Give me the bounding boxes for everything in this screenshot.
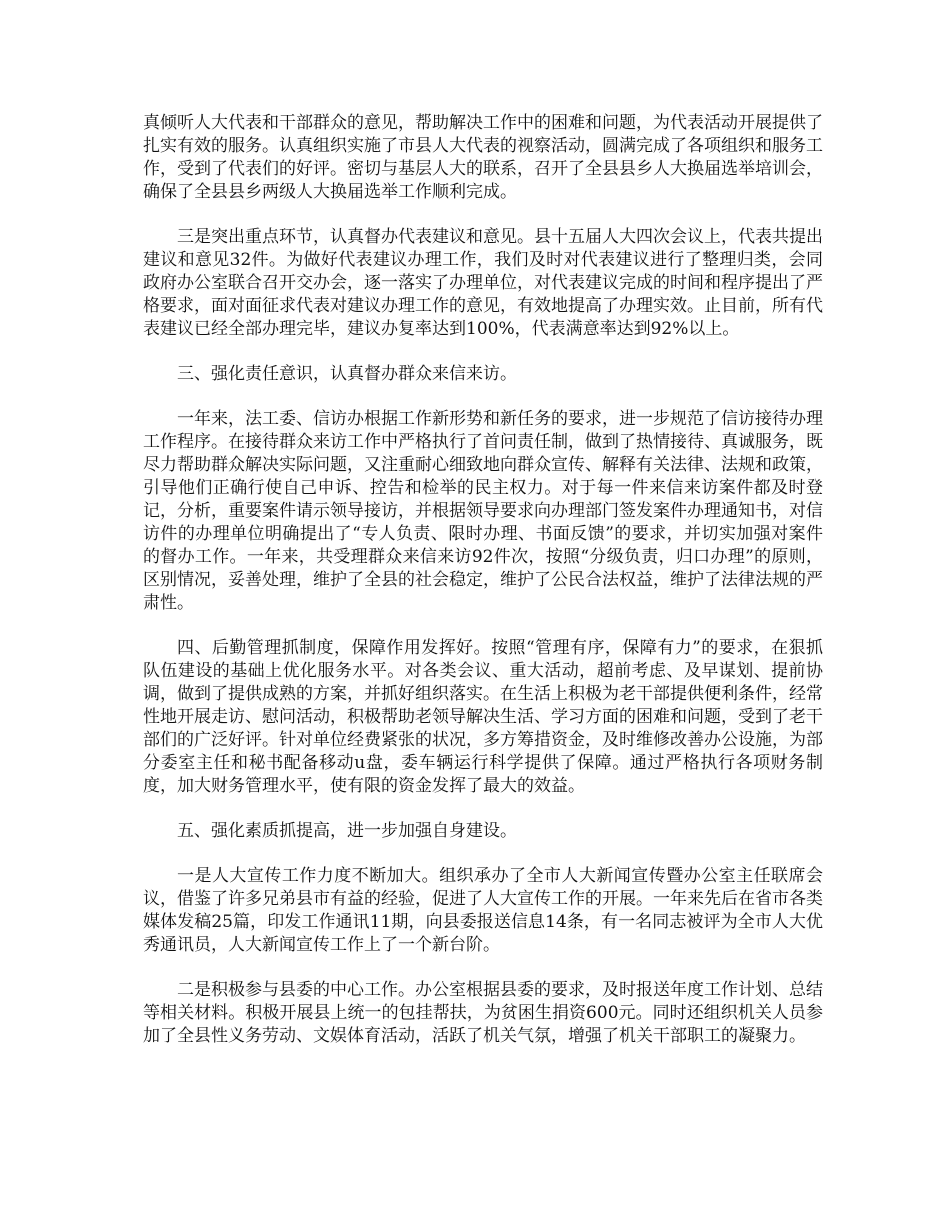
paragraph-publicity: 一是人大宣传工作力度不断加大。组织承办了全市人大新闻宣传暨办公室主任联席会议，借鉴了许多兄弟县市有益的经验，促进了人大宣传工作的开展。一年来先后在省市各类媒体发稿25篇，印发工作通讯11期，向县委报送信息14条，有一名同志被评为全市人大优秀通讯员，人大新闻宣传工作上了一个新台阶。 xyxy=(143,866,823,955)
section-heading-five: 五、强化素质抓提高，进一步加强自身建设。 xyxy=(177,821,517,841)
paragraph-central-work: 二是积极参与县委的中心工作。办公室根据县委的要求，及时报送年度工作计划、总结等相关材料。积极开展县上统一的包挂帮扶，为贫困生捐资600元。同时还组织机关人员参加了全县性义务劳动、文娱体育活动，活跃了机关气氛，增强了机关干部职工的凝聚力。 xyxy=(143,980,823,1046)
paragraph-key-points: 三是突出重点环节，认真督办代表建议和意见。县十五届人大四次会议上，代表共提出建议和意见32件。为做好代表建议办理工作，我们及时对代表建议进行了整理归类，会同政府办公室联合召开交办会，逐一落实了办理单位，对代表建议完成的时间和程序提出了严格要求，面对面征求代表对建议办理工作的意见，有效地提高了办理实效。止目前，所有代表建议已经全部办理完毕，建议办复率达到100%，代表满意率达到92%以上。 xyxy=(143,227,823,339)
document-body xyxy=(143,112,823,1070)
paragraph-logistics: 四、后勤管理抓制度，保障作用发挥好。按照“管理有序，保障有力”的要求，在狠抓队伍建设的基础上优化服务水平。对各类会议、重大活动，超前考虑、及早谋划、提前协调，做到了提供成熟的方案，并抓好组织落实。在生活上积极为老干部提供便利条件，经常性地开展走访、慰问活动，积极帮助老领导解决生活、学习方面的困难和问题，受到了老干部们的广泛好评。针对单位经费紧张的状况，多方筹措资金，及时维修改善办公设施，为部分委室主任和秘书配备移动u盘，委车辆运行科学提供了保障。通过严格执行各项财务制度，加大财务管理水平，使有限的资金发挥了最大的效益。 xyxy=(143,638,823,796)
section-heading-three: 三、强化责任意识，认真督办群众来信来访。 xyxy=(177,364,517,384)
paragraph-petitions: 一年来，法工委、信访办根据工作新形势和新任务的要求，进一步规范了信访接待办理工作程序。在接待群众来访工作中严格执行了首问责任制，做到了热情接待、真诚服务，既尽力帮助群众解决实际问题，又注重耐心细致地向群众宣传、解释有关法律、法规和政策，引导他们正确行使自己申诉、控告和检举的民主权力。对于每一件来信来访案件都及时登记，分析，重要案件请示领导接访，并根据领导要求向办理部门签发案件办理通知书，对信访件的办理单位明确提出了“专人负责、限时办理、书面反馈”的要求，并切实加强对案件的督办工作。一年来，共受理群众来信来访92件次，按照“分级负责，归口办理”的原则，区别情况，妥善处理，维护了全县的社会稳定，维护了公民合法权益，维护了法律法规的严肃性。 xyxy=(143,409,823,613)
paragraph-continuation: 真倾听人大代表和干部群众的意见，帮助解决工作中的困难和问题，为代表活动开展提供了扎实有效的服务。认真组织实施了市县人大代表的视察活动，圆满完成了各项组织和服务工作，受到了代表们的好评。密切与基层人大的联系，召开了全县县乡人大换届选举培训会，确保了全县县乡两级人大换届选举工作顺利完成。 xyxy=(143,113,823,202)
